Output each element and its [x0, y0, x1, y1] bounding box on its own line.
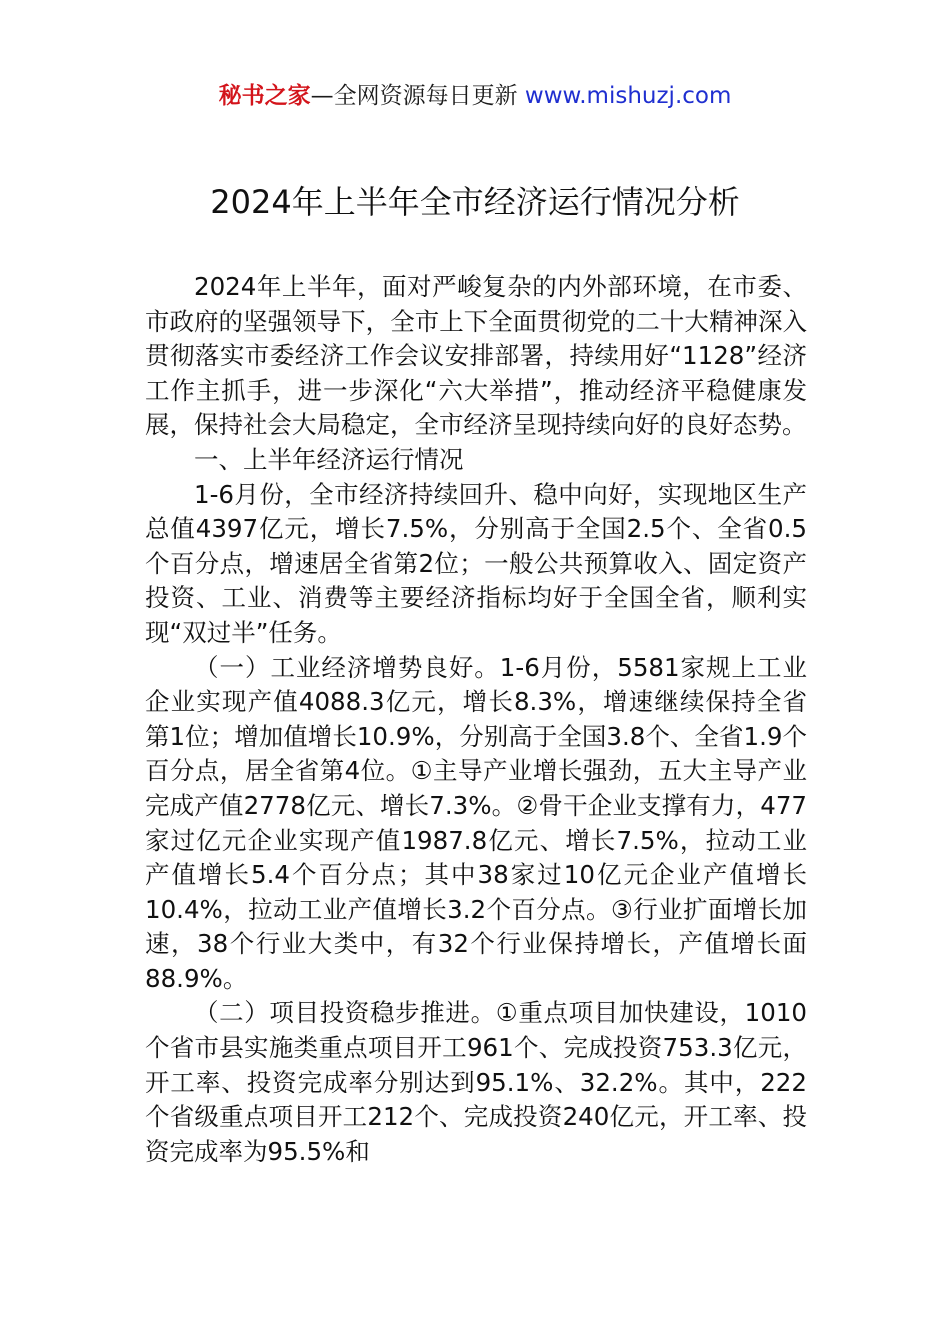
site-tagline: —全网资源每日更新 — [310, 83, 518, 109]
overview-paragraph: 1-6月份，全市经济持续回升、稳中向好，实现地区生产总值4397亿元，增长7.5%，分别高于全国2.5个、全省0.5个百分点，增速居全省第2位；一般公共预算收入、固定资产投资、工业、消费等主要经济指标均好于全国全省，顺利实现“双过半”任务。 — [145, 479, 807, 647]
site-url[interactable]: www.mishuzj.com — [524, 83, 732, 109]
section-heading: 一、上半年经济运行情况 — [194, 444, 464, 474]
document-body — [145, 270, 807, 1169]
document-title: 2024年上半年全市经济运行情况分析 — [210, 183, 740, 221]
investment-paragraph: （二）项目投资稳步推进。①重点项目加快建设，1010个省市县实施类重点项目开工961个、完成投资753.3亿元，开工率、投资完成率分别达到95.1%、32.2%。其中，222个省级重点项目开工212个、完成投资240亿元，开工率、投资完成率为95.5%和 — [145, 998, 807, 1166]
industry-paragraph: （一）工业经济增势良好。1-6月份，5581家规上工业企业实现产值4088.3亿元，增长8.3%，增速继续保持全省第1位；增加值增长10.9%，分别高于全国3.8个、全省1.9个百分点，居全省第4位。①主导产业增长强劲，五大主导产业完成产值2778亿元、增长7.3%。②骨干企业支撑有力，477家过亿元企业实现产值1987.8亿元、增长7.5%，拉动工业产值增长5.4个百分点；其中38家过10亿元企业产值增长10.4%，拉动工业产值增长3.2个百分点。③行业扩面增长加速，38个行业大类中，有32个行业保持增长，产值增长面88.9%。 — [145, 652, 807, 993]
site-brand: 秘书之家 — [218, 83, 311, 109]
intro-paragraph: 2024年上半年，面对严峻复杂的内外部环境，在市委、市政府的坚强领导下，全市上下全面贯彻党的二十大精神深入贯彻落实市委经济工作会议安排部署，持续用好“1128”经济工作主抓手，进一步深化“六大举措”，推动经济平稳健康发展，保持社会大局稳定，全市经济呈现持续向好的良好态势。 — [145, 272, 807, 440]
site-header — [0, 80, 950, 112]
